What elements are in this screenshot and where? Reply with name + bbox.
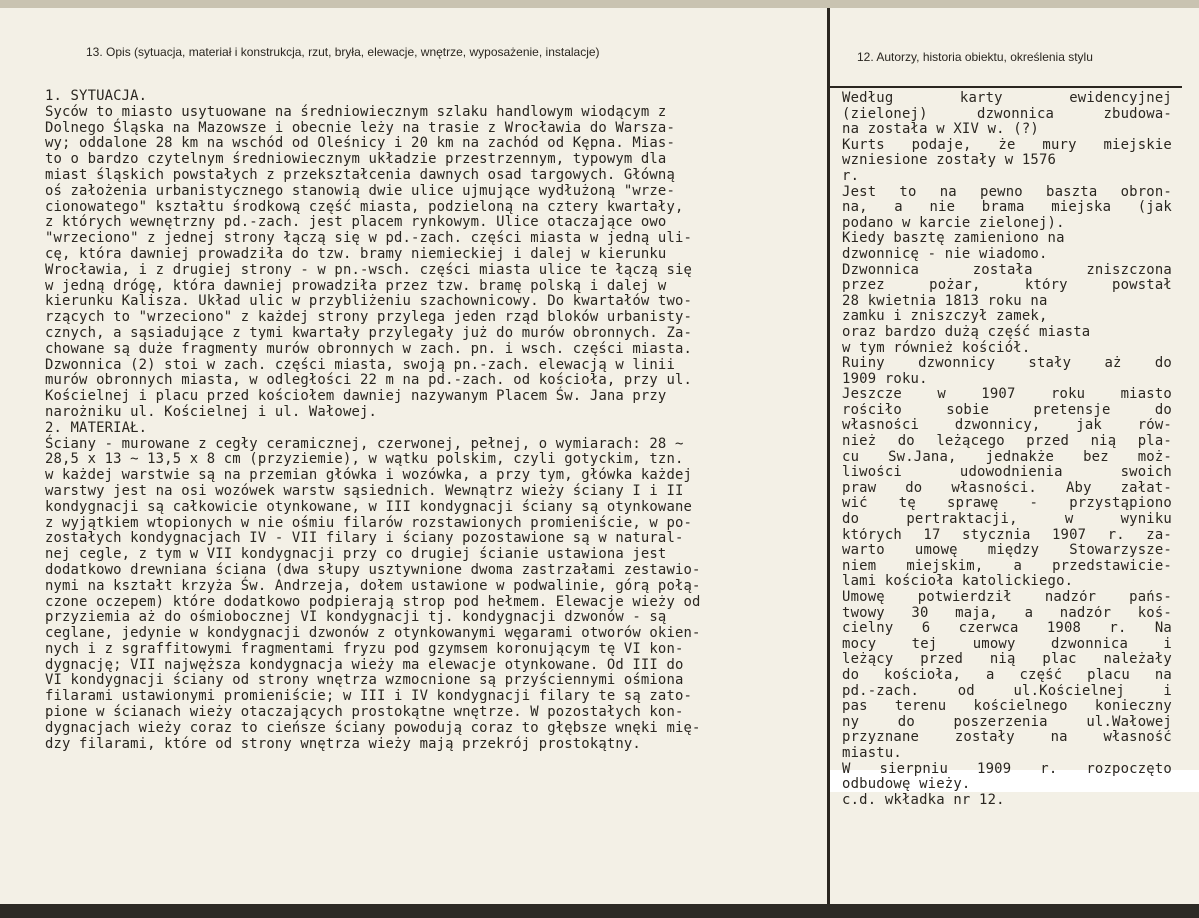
text-line: pione w ścianach wieży otaczających prostokątne wnętrze. W pozostałych kon-: [45, 704, 684, 721]
text-line: Wrocławia, i z drugiej strony - w pn.-wsch. części miasta ulice te łączą się: [45, 261, 692, 278]
text-line: wy; oddalone 28 km na wschód od Oleśnicy i 20 km na zachód od Kępna. Mias-: [45, 135, 675, 152]
text-line: c.d. wkładka nr 12.: [842, 791, 1005, 808]
text-line: Według karty ewidencyjnej: [842, 91, 1172, 106]
text-line: na, a nie brama miejska (jak: [842, 200, 1172, 216]
scan-bottom-edge: [0, 904, 1199, 918]
text-line: Syców to miasto usytuowane na średniowiecznym szlaku handlowym wiodącym z: [45, 103, 667, 120]
text-line: warto umowę między Stowarzysze-: [842, 543, 1172, 559]
section-13-header: 13. Opis (sytuacja, materiał i konstrukcja, rzut, bryła, elewacje, wnętrze, wyposażenie, instalacje): [86, 45, 600, 59]
text-line: Ściany - murowane z cegły ceramicznej, czerwonej, pełnej, o wymiarach: 28 ~: [45, 435, 684, 452]
text-line: w każdej warstwie są na przemian główka i wozówka, a przy tym, główka każdej: [45, 467, 692, 484]
text-line: cę, która dawniej prowadziła do tzw. bramy niemieckiej i dalej w kierunku: [45, 245, 667, 262]
text-line: liwości udowodnienia swoich: [842, 465, 1172, 481]
text-line: na została w XIV w. (?): [842, 121, 1039, 138]
text-line: nej cegle, z tym w VII kondygnacji przy co drugiej ścianie ustawiona jest: [45, 546, 667, 563]
text-line: odbudowę wieży.: [842, 776, 971, 793]
text-line: zamku i zniszczył zamek,: [842, 308, 1048, 325]
text-line: wić tę sprawę - przystąpiono: [842, 496, 1172, 512]
text-line: 2. MATERIAŁ.: [45, 419, 148, 436]
text-line: ny do poszerzenia ul.Wałowej: [842, 714, 1172, 730]
section-12-header: 12. Autorzy, historia obiektu, określenia stylu: [857, 50, 1093, 64]
text-line: 1. SYTUACJA.: [45, 88, 148, 104]
column-divider: [827, 8, 830, 904]
text-line: rzących to "wrzeciono" z każdej strony przylega jeden rząd bloków urbanisty-: [45, 309, 692, 326]
text-line: Kurts podaje, że mury miejskie: [842, 137, 1172, 153]
text-line: pd.-zach. od ul.Kościelnej i: [842, 683, 1172, 699]
text-line: filarami ustawionymi promieniście; w III i IV kondygnacji filary te są zato-: [45, 688, 692, 705]
text-line: mocy tej umowy dzwonnica i: [842, 636, 1172, 652]
text-line: kondygnacji są całkowicie otynkowane, w III kondygnacji ściany są otynkowane: [45, 498, 692, 515]
scan-top-edge: [0, 0, 1199, 8]
text-line: ceglane, jedynie w kondygnacji dzwonów z otynkowanymi węgarami otworów okien-: [45, 625, 701, 642]
text-line: zostałych kondygnacjach IV - VII filary i ściany pozostawione są w natural-: [45, 530, 684, 547]
description-column: [45, 89, 823, 752]
text-line: dzy filarami, które od strony wnętrza wieży mają przekrój prostokątny.: [45, 735, 641, 752]
text-line: których 17 stycznia 1907 r. za-: [842, 527, 1172, 543]
text-line: w tym również kościół.: [842, 339, 1031, 356]
right-column-rule: [830, 86, 1182, 88]
text-line: czone oczepem) które dodatkowo podpierają strop pod hełmem. Elewacje wieży od: [45, 593, 701, 610]
text-line: Jeszcze w 1907 roku miasto: [842, 387, 1172, 403]
text-line: dygnacjach wieży coraz to cieńsze ściany powodują coraz to głębsze wnęki mię-: [45, 719, 701, 736]
text-line: Jest to na pewno baszta obron-: [842, 184, 1172, 200]
text-line: Dzwonnica (2) stoi w zach. części miasta, swoją pn.-zach. elewacją w linii: [45, 356, 675, 373]
text-line: pas terenu kościelnego konieczny: [842, 699, 1172, 715]
text-line: niem miejskim, a przedstawicie-: [842, 558, 1172, 574]
text-line: przez pożar, który powstał: [842, 278, 1172, 294]
text-line: r.: [842, 167, 860, 184]
text-line: rościło sobie pretensje do: [842, 402, 1172, 418]
text-line: Ruiny dzwonnicy stały aż do: [842, 356, 1172, 372]
text-line: nymi na kształt krzyża Św. Andrzeja, dołem ustawione w podwalinie, górą połą-: [45, 577, 701, 594]
text-line: "wrzeciono" z jednej strony łączą się w pd.-zach. części miasta w jedną uli-: [45, 230, 692, 247]
text-line: murów obronnych miasta, w odległości 22 m na pd.-zach. od kościoła, przy ul.: [45, 372, 692, 389]
text-line: kierunku Kalisza. Układ ulic w przybliżeniu szachownicowy. Do kwartałów two-: [45, 293, 692, 310]
text-line: cionowatego" kształtu środkową część miasta, podzieloną na cztery kwartały,: [45, 198, 684, 215]
text-line: do kościoła, a część placu na: [842, 667, 1172, 683]
text-line: wzniesione zostały w 1576: [842, 152, 1057, 169]
text-line: 28,5 x 13 ~ 13,5 x 8 cm (przyziemie), w wątku polskim, czyli gotyckim, tzn.: [45, 451, 684, 468]
text-line: w jedną drógę, która dawniej prowadziła przez tzw. bramę polską i dalej w: [45, 277, 667, 294]
text-line: 28 kwietnia 1813 roku na: [842, 292, 1048, 309]
text-line: praw do własności. Aby załat-: [842, 480, 1172, 496]
text-line: leżący przed nią plac należały: [842, 652, 1172, 668]
text-line: przyziemia aż do ośmiobocznej VI kondygnacji tj. kondygnacji dzwonów - są: [45, 609, 667, 626]
text-line: (zielonej) dzwonnica zbudowa-: [842, 106, 1172, 122]
text-line: cu Św.Jana, jednakże bez moż-: [842, 449, 1172, 465]
text-line: to o bardzo czytelnym średniowiecznym układzie przestrzennym, typowym dla: [45, 151, 667, 168]
text-line: Kościelnej i placu przed kościołem dawniej nazywanym Placem Św. Jana przy: [45, 388, 667, 405]
text-line: cielny 6 czerwca 1908 r. Na: [842, 621, 1172, 637]
text-line: dzwonnicę - nie wiadomo.: [842, 245, 1048, 262]
history-column: [842, 91, 1172, 808]
text-line: dodatkowo drewniana ściana (dwa słupy usztywnione dwoma zastrzałami zestawio-: [45, 561, 701, 578]
text-line: oś założenia urbanistycznego stanowią dwie ulice ujmujące wydłużoną "wrze-: [45, 182, 675, 199]
text-line: dygnację; VII najwęższa kondygnacja wieży ma elewacje otynkowane. Od III do: [45, 656, 684, 673]
text-line: VI kondygnacji ściany od strony wnętrza wzmocnione są przyściennymi ośmiona: [45, 672, 684, 689]
text-line: Dzwonnica została zniszczona: [842, 262, 1172, 278]
text-line: podano w karcie zielonej).: [842, 214, 1065, 231]
text-line: do pertraktacji, w wyniku: [842, 512, 1172, 528]
text-line: warstwy jest na osi wozówek warstw sąsiednich. Wewnątrz wieży ściany I i II: [45, 482, 684, 499]
text-line: W sierpniu 1909 r. rozpoczęto: [842, 761, 1172, 777]
text-line: lami kościoła katolickiego.: [842, 573, 1074, 590]
text-line: narożniku ul. Kościelnej i ul. Wałowej.: [45, 403, 378, 420]
text-line: Umowę potwierdził nadzór pańs-: [842, 590, 1172, 605]
text-line: przyznane zostały na własność: [842, 730, 1172, 746]
text-line: nież do leżącego przed nią pla-: [842, 434, 1172, 450]
text-line: twowy 30 maja, a nadzór koś-: [842, 605, 1172, 621]
text-line: miastu.: [842, 744, 902, 761]
text-line: nych i z sgraffitowymi fragmentami fryzu pod gzymsem koronującym tę VI kon-: [45, 640, 684, 657]
text-line: Kiedy basztę zamieniono na: [842, 230, 1065, 247]
text-line: Dolnego Śląska na Mazowsze i obecnie leży na trasie z Wrocławia do Warsza-: [45, 119, 675, 136]
text-line: chowane są duże fragmenty murów obronnych w zach. pn. i wsch. części miasta.: [45, 340, 692, 357]
text-line: miast śląskich powstałych z przekształcenia dawnych osad targowych. Główną: [45, 166, 675, 183]
text-line: cznych, a sąsiadujące z tymi kwartały przylegały już do murów obronnych. Za-: [45, 324, 692, 341]
text-line: z wyjątkiem wtopionych w nie ośmiu filarów rozstawionych promieniście, w po-: [45, 514, 692, 531]
text-line: własności dzwonnicy, jak rów-: [842, 418, 1172, 434]
text-line: 1909 roku.: [842, 370, 928, 387]
text-line: z których wewnętrzny pd.-zach. jest placem rynkowym. Ulice otaczające owo: [45, 214, 667, 231]
text-line: oraz bardzo dużą część miasta: [842, 323, 1091, 340]
